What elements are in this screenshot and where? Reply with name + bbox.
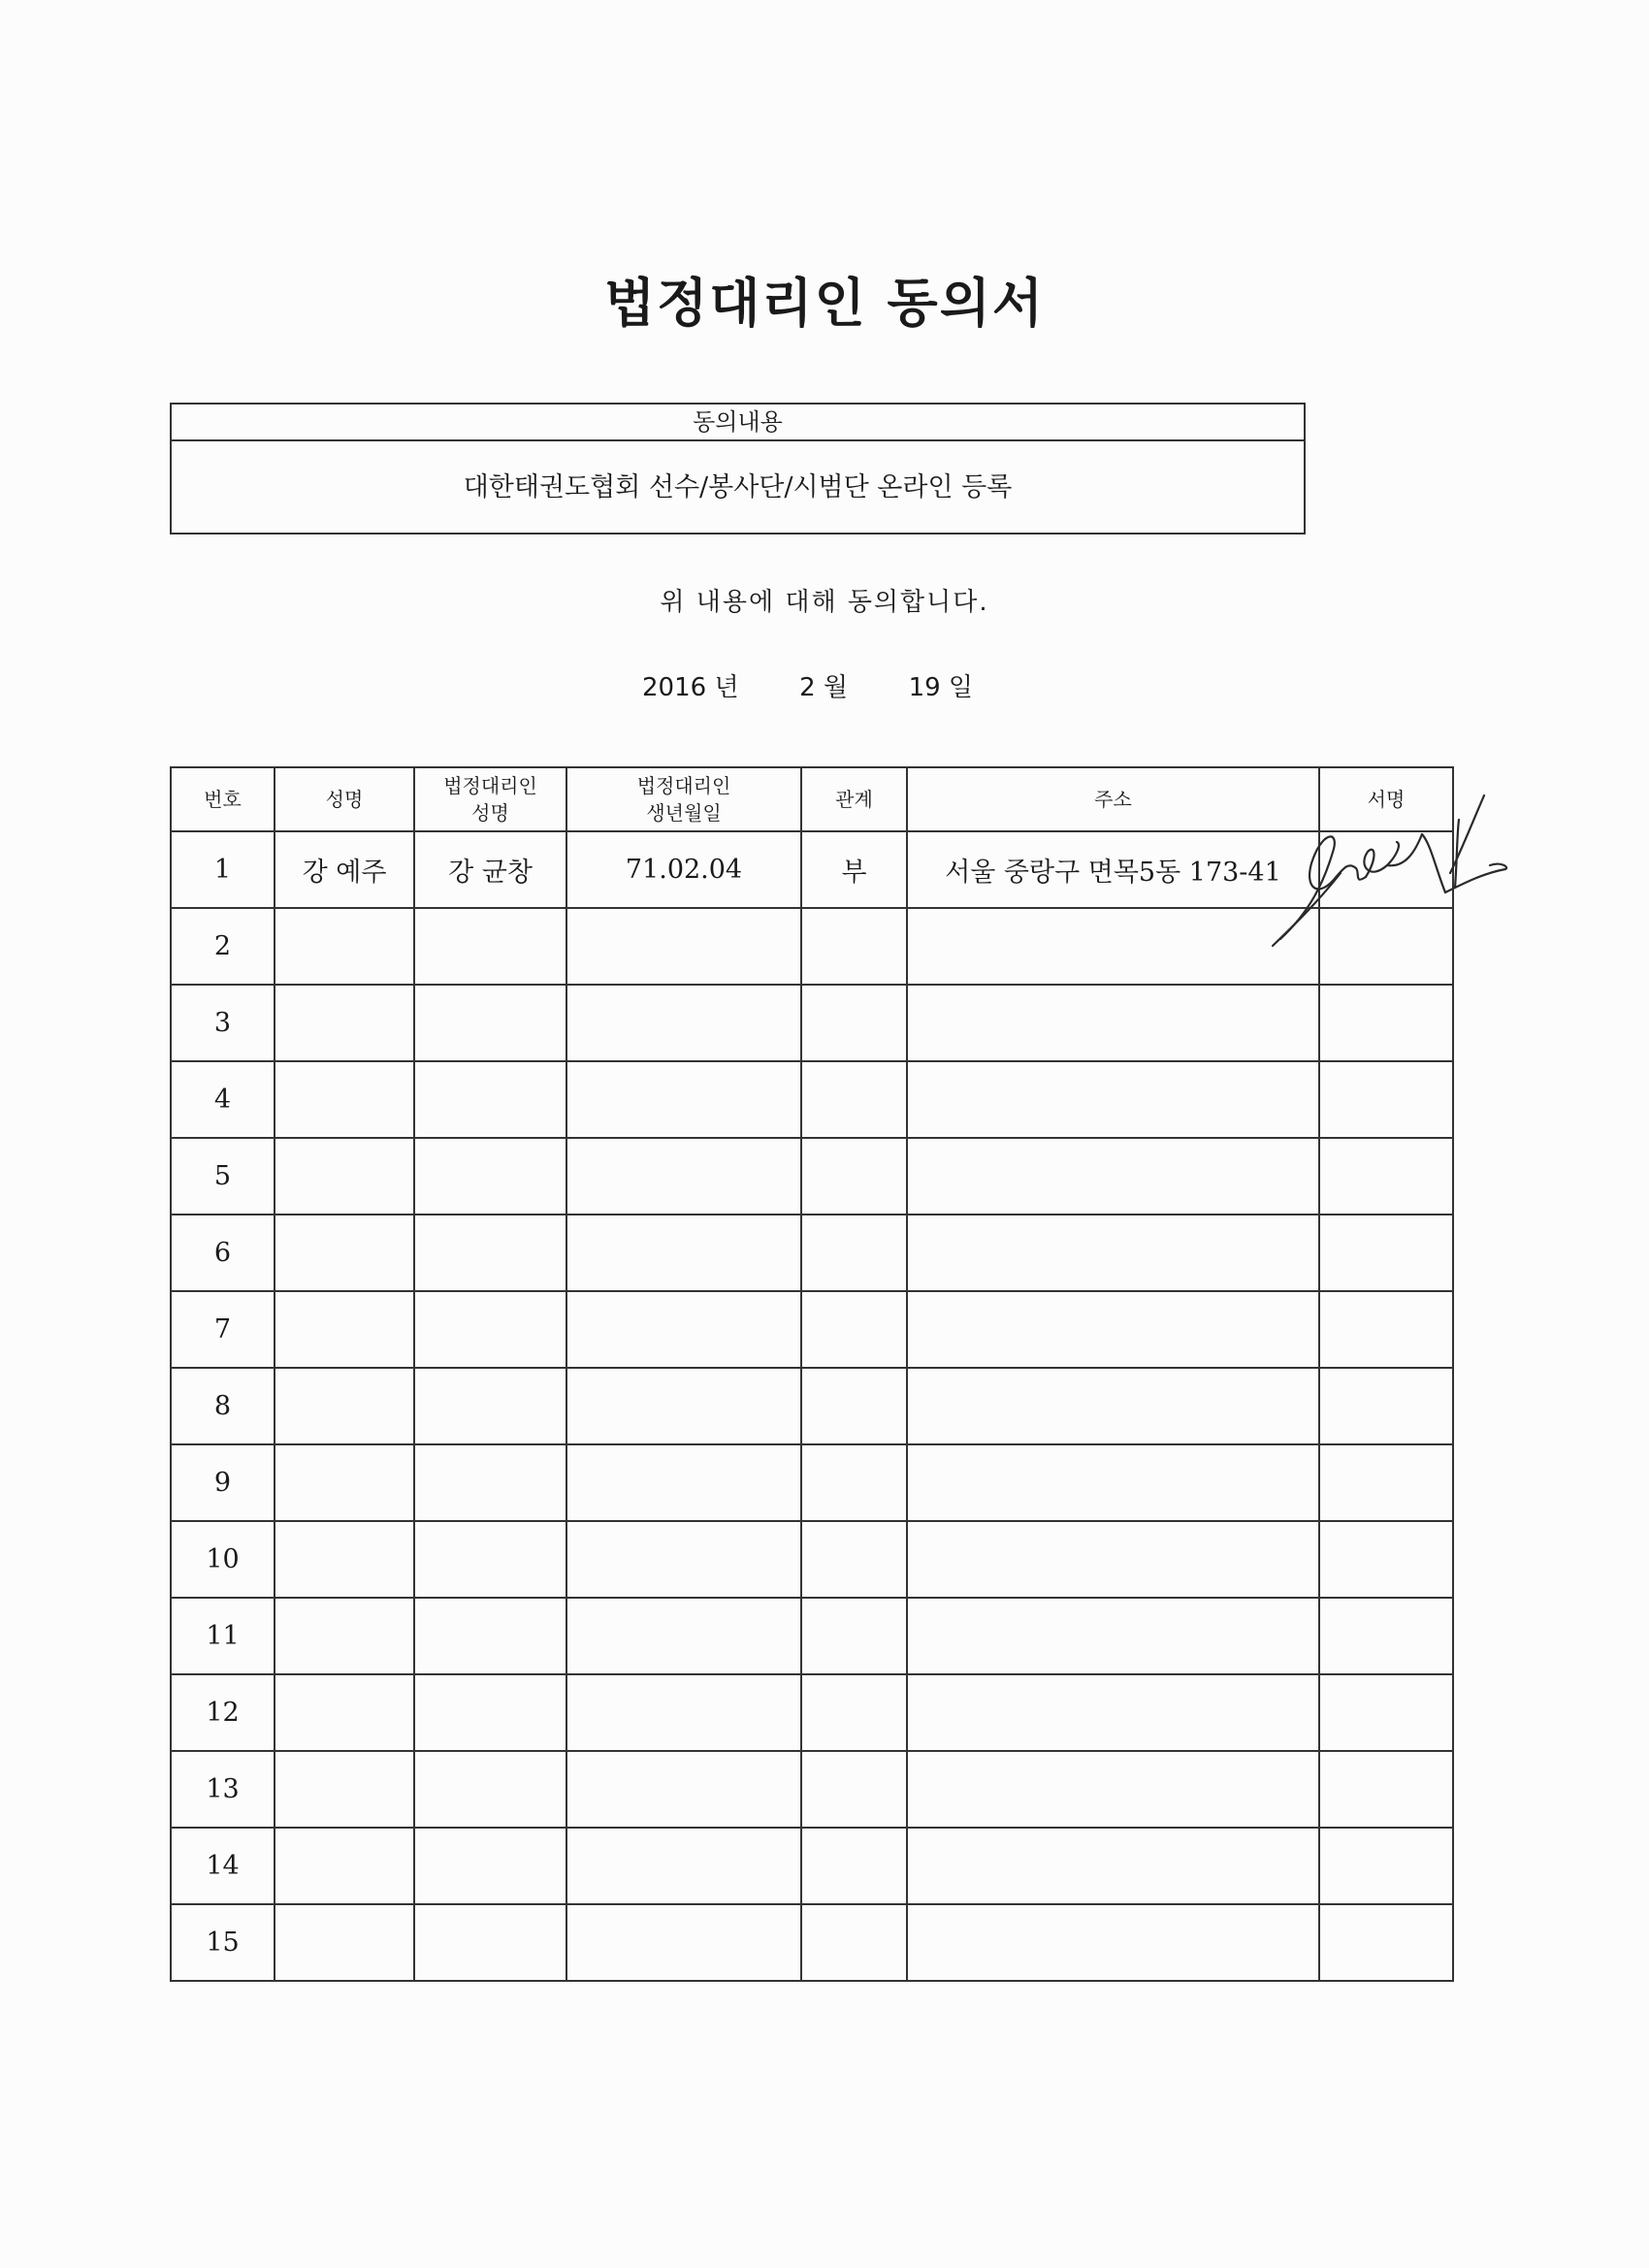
cell-name <box>275 1904 414 1981</box>
cell-name <box>275 1598 414 1674</box>
cell-relation <box>801 1751 907 1828</box>
cell-relation <box>801 1598 907 1674</box>
cell-guardian <box>414 1291 566 1368</box>
cell-name <box>275 1291 414 1368</box>
cell-address <box>907 1061 1319 1138</box>
cell-relation: 부 <box>801 831 907 908</box>
date-year: 2016 <box>642 673 707 702</box>
cell-relation <box>801 1444 907 1521</box>
cell-name <box>275 1215 414 1291</box>
cell-signature <box>1319 1368 1453 1444</box>
cell-birth <box>566 1138 801 1215</box>
cell-no: 5 <box>171 1138 275 1215</box>
cell-relation <box>801 1368 907 1444</box>
cell-no: 14 <box>171 1828 275 1904</box>
cell-no: 4 <box>171 1061 275 1138</box>
cell-no: 2 <box>171 908 275 985</box>
document-title: 법정대리인 동의서 <box>603 273 1046 334</box>
cell-signature <box>1319 1291 1453 1368</box>
cell-signature <box>1319 1444 1453 1521</box>
header-no: 번호 <box>171 767 275 831</box>
cell-birth <box>566 1368 801 1444</box>
cell-relation <box>801 1291 907 1368</box>
cell-relation <box>801 1674 907 1751</box>
cell-name: 강 예주 <box>275 831 414 908</box>
cell-address <box>907 1674 1319 1751</box>
cell-address <box>907 1291 1319 1368</box>
cell-name <box>275 1674 414 1751</box>
table-row <box>171 1444 1453 1521</box>
cell-signature <box>1319 1061 1453 1138</box>
header-guardian-birth-line1: 법정대리인 <box>636 774 731 797</box>
cell-signature <box>1319 1751 1453 1828</box>
table-row <box>171 1061 1453 1138</box>
consent-box <box>170 403 1306 535</box>
cell-no: 7 <box>171 1291 275 1368</box>
table-row <box>171 1138 1453 1215</box>
cell-no: 6 <box>171 1215 275 1291</box>
cell-name <box>275 1061 414 1138</box>
consent-heading: 동의내용 <box>172 405 1304 441</box>
table-row <box>171 1215 1453 1291</box>
cell-birth <box>566 1751 801 1828</box>
agreement-statement: 위 내용에 대해 동의합니다. <box>660 588 989 617</box>
header-guardian-birth-line2: 생년월일 <box>646 801 722 825</box>
cell-relation <box>801 1904 907 1981</box>
cell-guardian <box>414 985 566 1061</box>
cell-birth <box>566 1521 801 1598</box>
table-row <box>171 1828 1453 1904</box>
cell-no: 8 <box>171 1368 275 1444</box>
cell-name <box>275 985 414 1061</box>
cell-birth <box>566 1215 801 1291</box>
cell-name <box>275 1444 414 1521</box>
cell-no: 13 <box>171 1751 275 1828</box>
header-relation: 관계 <box>801 767 907 831</box>
table-row <box>171 985 1453 1061</box>
cell-no: 1 <box>171 831 275 908</box>
cell-relation <box>801 1061 907 1138</box>
cell-birth <box>566 1828 801 1904</box>
table-row <box>171 1291 1453 1368</box>
header-guardian-birth <box>566 767 801 831</box>
cell-signature <box>1319 1828 1453 1904</box>
cell-name <box>275 1751 414 1828</box>
cell-name <box>275 1521 414 1598</box>
cell-no: 9 <box>171 1444 275 1521</box>
cell-no: 10 <box>171 1521 275 1598</box>
cell-signature <box>1319 985 1453 1061</box>
cell-no: 11 <box>171 1598 275 1674</box>
cell-address <box>907 1444 1319 1521</box>
cell-signature <box>1319 1598 1453 1674</box>
cell-guardian <box>414 1904 566 1981</box>
cell-guardian <box>414 1828 566 1904</box>
header-guardian-name-line2: 성명 <box>471 801 509 825</box>
cell-relation <box>801 1215 907 1291</box>
date-month: 2 <box>799 673 816 702</box>
cell-no: 12 <box>171 1674 275 1751</box>
cell-relation <box>801 1138 907 1215</box>
cell-guardian <box>414 1444 566 1521</box>
date-line <box>642 667 973 703</box>
handwritten-signature <box>1251 776 1513 951</box>
cell-birth <box>566 1291 801 1368</box>
table-row <box>171 1521 1453 1598</box>
cell-name <box>275 908 414 985</box>
cell-guardian <box>414 1061 566 1138</box>
cell-address <box>907 1751 1319 1828</box>
header-address: 주소 <box>907 767 1319 831</box>
cell-name <box>275 1828 414 1904</box>
cell-birth: 71.02.04 <box>566 831 801 908</box>
cell-relation <box>801 985 907 1061</box>
cell-relation <box>801 1521 907 1598</box>
date-day: 19 <box>908 673 941 702</box>
date-year-unit: 년 <box>714 673 739 702</box>
header-guardian-name-line1: 법정대리인 <box>443 774 537 797</box>
cell-guardian <box>414 908 566 985</box>
cell-address <box>907 1598 1319 1674</box>
cell-signature <box>1319 1521 1453 1598</box>
cell-relation <box>801 908 907 985</box>
cell-relation <box>801 1828 907 1904</box>
cell-guardian <box>414 1674 566 1751</box>
cell-signature <box>1319 1674 1453 1751</box>
table-row <box>171 1598 1453 1674</box>
cell-birth <box>566 908 801 985</box>
cell-signature <box>1319 1904 1453 1981</box>
table-row <box>171 1368 1453 1444</box>
cell-birth <box>566 985 801 1061</box>
cell-name <box>275 1138 414 1215</box>
header-guardian-name <box>414 767 566 831</box>
cell-birth <box>566 1598 801 1674</box>
cell-address <box>907 1368 1319 1444</box>
header-name: 성명 <box>275 767 414 831</box>
cell-address: 서울 중랑구 면목5동 173-41 <box>907 831 1319 908</box>
cell-guardian <box>414 1138 566 1215</box>
cell-birth <box>566 1904 801 1981</box>
cell-guardian <box>414 1368 566 1444</box>
cell-address <box>907 1828 1319 1904</box>
cell-guardian <box>414 1598 566 1674</box>
cell-address <box>907 985 1319 1061</box>
header-signature: 서명 <box>1319 767 1453 831</box>
cell-birth <box>566 1674 801 1751</box>
table-row <box>171 1674 1453 1751</box>
cell-guardian: 강 균창 <box>414 831 566 908</box>
cell-name <box>275 1368 414 1444</box>
cell-birth <box>566 1444 801 1521</box>
cell-no: 3 <box>171 985 275 1061</box>
cell-guardian <box>414 1751 566 1828</box>
cell-guardian <box>414 1215 566 1291</box>
table-row <box>171 1904 1453 1981</box>
cell-address <box>907 1521 1319 1598</box>
cell-address <box>907 1904 1319 1981</box>
cell-address <box>907 1215 1319 1291</box>
table-row <box>171 1751 1453 1828</box>
date-month-unit: 월 <box>823 673 849 702</box>
cell-guardian <box>414 1521 566 1598</box>
cell-signature <box>1319 1138 1453 1215</box>
cell-address <box>907 1138 1319 1215</box>
date-day-unit: 일 <box>948 673 974 702</box>
cell-birth <box>566 1061 801 1138</box>
cell-no: 15 <box>171 1904 275 1981</box>
cell-signature <box>1319 1215 1453 1291</box>
consent-body: 대한태권도협회 선수/봉사단/시범단 온라인 등록 <box>463 472 1013 502</box>
